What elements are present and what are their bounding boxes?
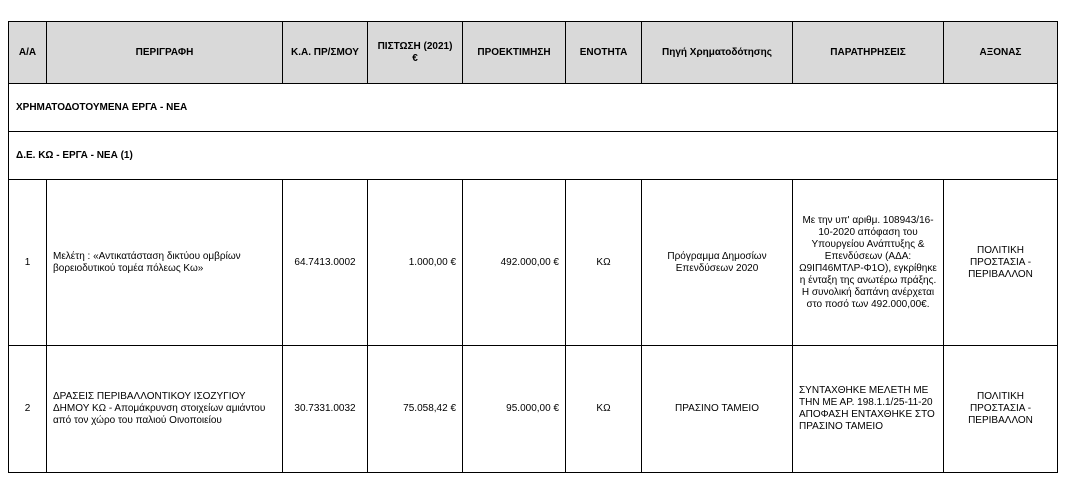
header-unit: ΕΝΟΤΗΤΑ <box>566 22 642 84</box>
header-description: ΠΕΡΙΓΡΑΦΗ <box>47 22 283 84</box>
cell-funding: Πρόγραμμα Δημοσίων Επενδύσεων 2020 <box>642 180 793 346</box>
cell-axis: ΠΟΛΙΤΙΚΗ ΠΡΟΣΤΑΣΙΑ - ΠΕΡΙΒΑΛΛΟΝ <box>944 180 1058 346</box>
section-row <box>9 132 1058 180</box>
cell-ka: 30.7331.0032 <box>283 346 368 473</box>
cell-ka: 64.7413.0002 <box>283 180 368 346</box>
cell-unit: ΚΩ <box>566 180 642 346</box>
cell-funding: ΠΡΑΣΙΝΟ ΤΑΜΕΙΟ <box>642 346 793 473</box>
table-row <box>9 346 1058 473</box>
header-remarks: ΠΑΡΑΤΗΡΗΣΕΙΣ <box>793 22 944 84</box>
cell-unit: ΚΩ <box>566 346 642 473</box>
cell-credit: 75.058,42 € <box>368 346 463 473</box>
header-budget: ΠΡΟΕΚΤΙΜΗΣΗ <box>463 22 566 84</box>
cell-description: Μελέτη : «Αντικατάσταση δικτύου ομβρίων βορειοδυτικού τομέα πόλεως Κω» <box>47 180 283 346</box>
header-aa: Α/Α <box>9 22 47 84</box>
header-credit: ΠΙΣΤΩΣΗ (2021) € <box>368 22 463 84</box>
section-row <box>9 84 1058 132</box>
cell-budget: 95.000,00 € <box>463 346 566 473</box>
cell-credit: 1.000,00 € <box>368 180 463 346</box>
header-ka: Κ.Α. ΠΡ/ΣΜΟΥ <box>283 22 368 84</box>
header-row <box>9 22 1058 84</box>
cell-aa: 1 <box>9 180 47 346</box>
cell-aa: 2 <box>9 346 47 473</box>
header-funding: Πηγή Χρηματοδότησης <box>642 22 793 84</box>
table-row <box>9 180 1058 346</box>
cell-axis: ΠΟΛΙΤΙΚΗ ΠΡΟΣΤΑΣΙΑ - ΠΕΡΙΒΑΛΛΟΝ <box>944 346 1058 473</box>
projects-table <box>8 21 1058 473</box>
cell-budget: 492.000,00 € <box>463 180 566 346</box>
subsection-title: Δ.Ε. ΚΩ - ΕΡΓΑ - ΝΕΑ (1) <box>9 132 1058 180</box>
header-axis: ΑΞΟΝΑΣ <box>944 22 1058 84</box>
cell-remarks: ΣΥΝΤΑΧΘΗΚΕ ΜΕΛΕΤΗ ΜΕ ΤΗΝ ΜΕ ΑΡ. 198.1.1/25-11-20 ΑΠΟΦΑΣΗ ΕΝΤΑΧΘΗΚΕ ΣΤΟ ΠΡΑΣΙΝΟ ΤΑΜΕΙΟ <box>793 346 944 473</box>
section-title: ΧΡΗΜΑΤΟΔΟΤΟΥΜΕΝΑ ΕΡΓΑ - ΝΕΑ <box>9 84 1058 132</box>
cell-remarks: Με την υπ' αριθμ. 108943/16-10-2020 απόφαση του Υπουργείου Ανάπτυξης & Επενδύσεων (ΑΔΑ: Ω9ΙΠ46ΜΤΛΡ-Φ1Ο), εγκρίθηκε η ένταξη της ανωτέρω πράξης. Η συνολική δαπάνη ανέρχεται στο ποσό των 492.000,00€. <box>793 180 944 346</box>
cell-description: ΔΡΑΣΕΙΣ ΠΕΡΙΒΑΛΛΟΝΤΙΚΟΥ ΙΣΟΖΥΓΙΟΥ ΔΗΜΟΥ ΚΩ - Απομάκρυνση στοιχείων αμιάντου από τον χώρο του παλιού Οινοποιείου <box>47 346 283 473</box>
